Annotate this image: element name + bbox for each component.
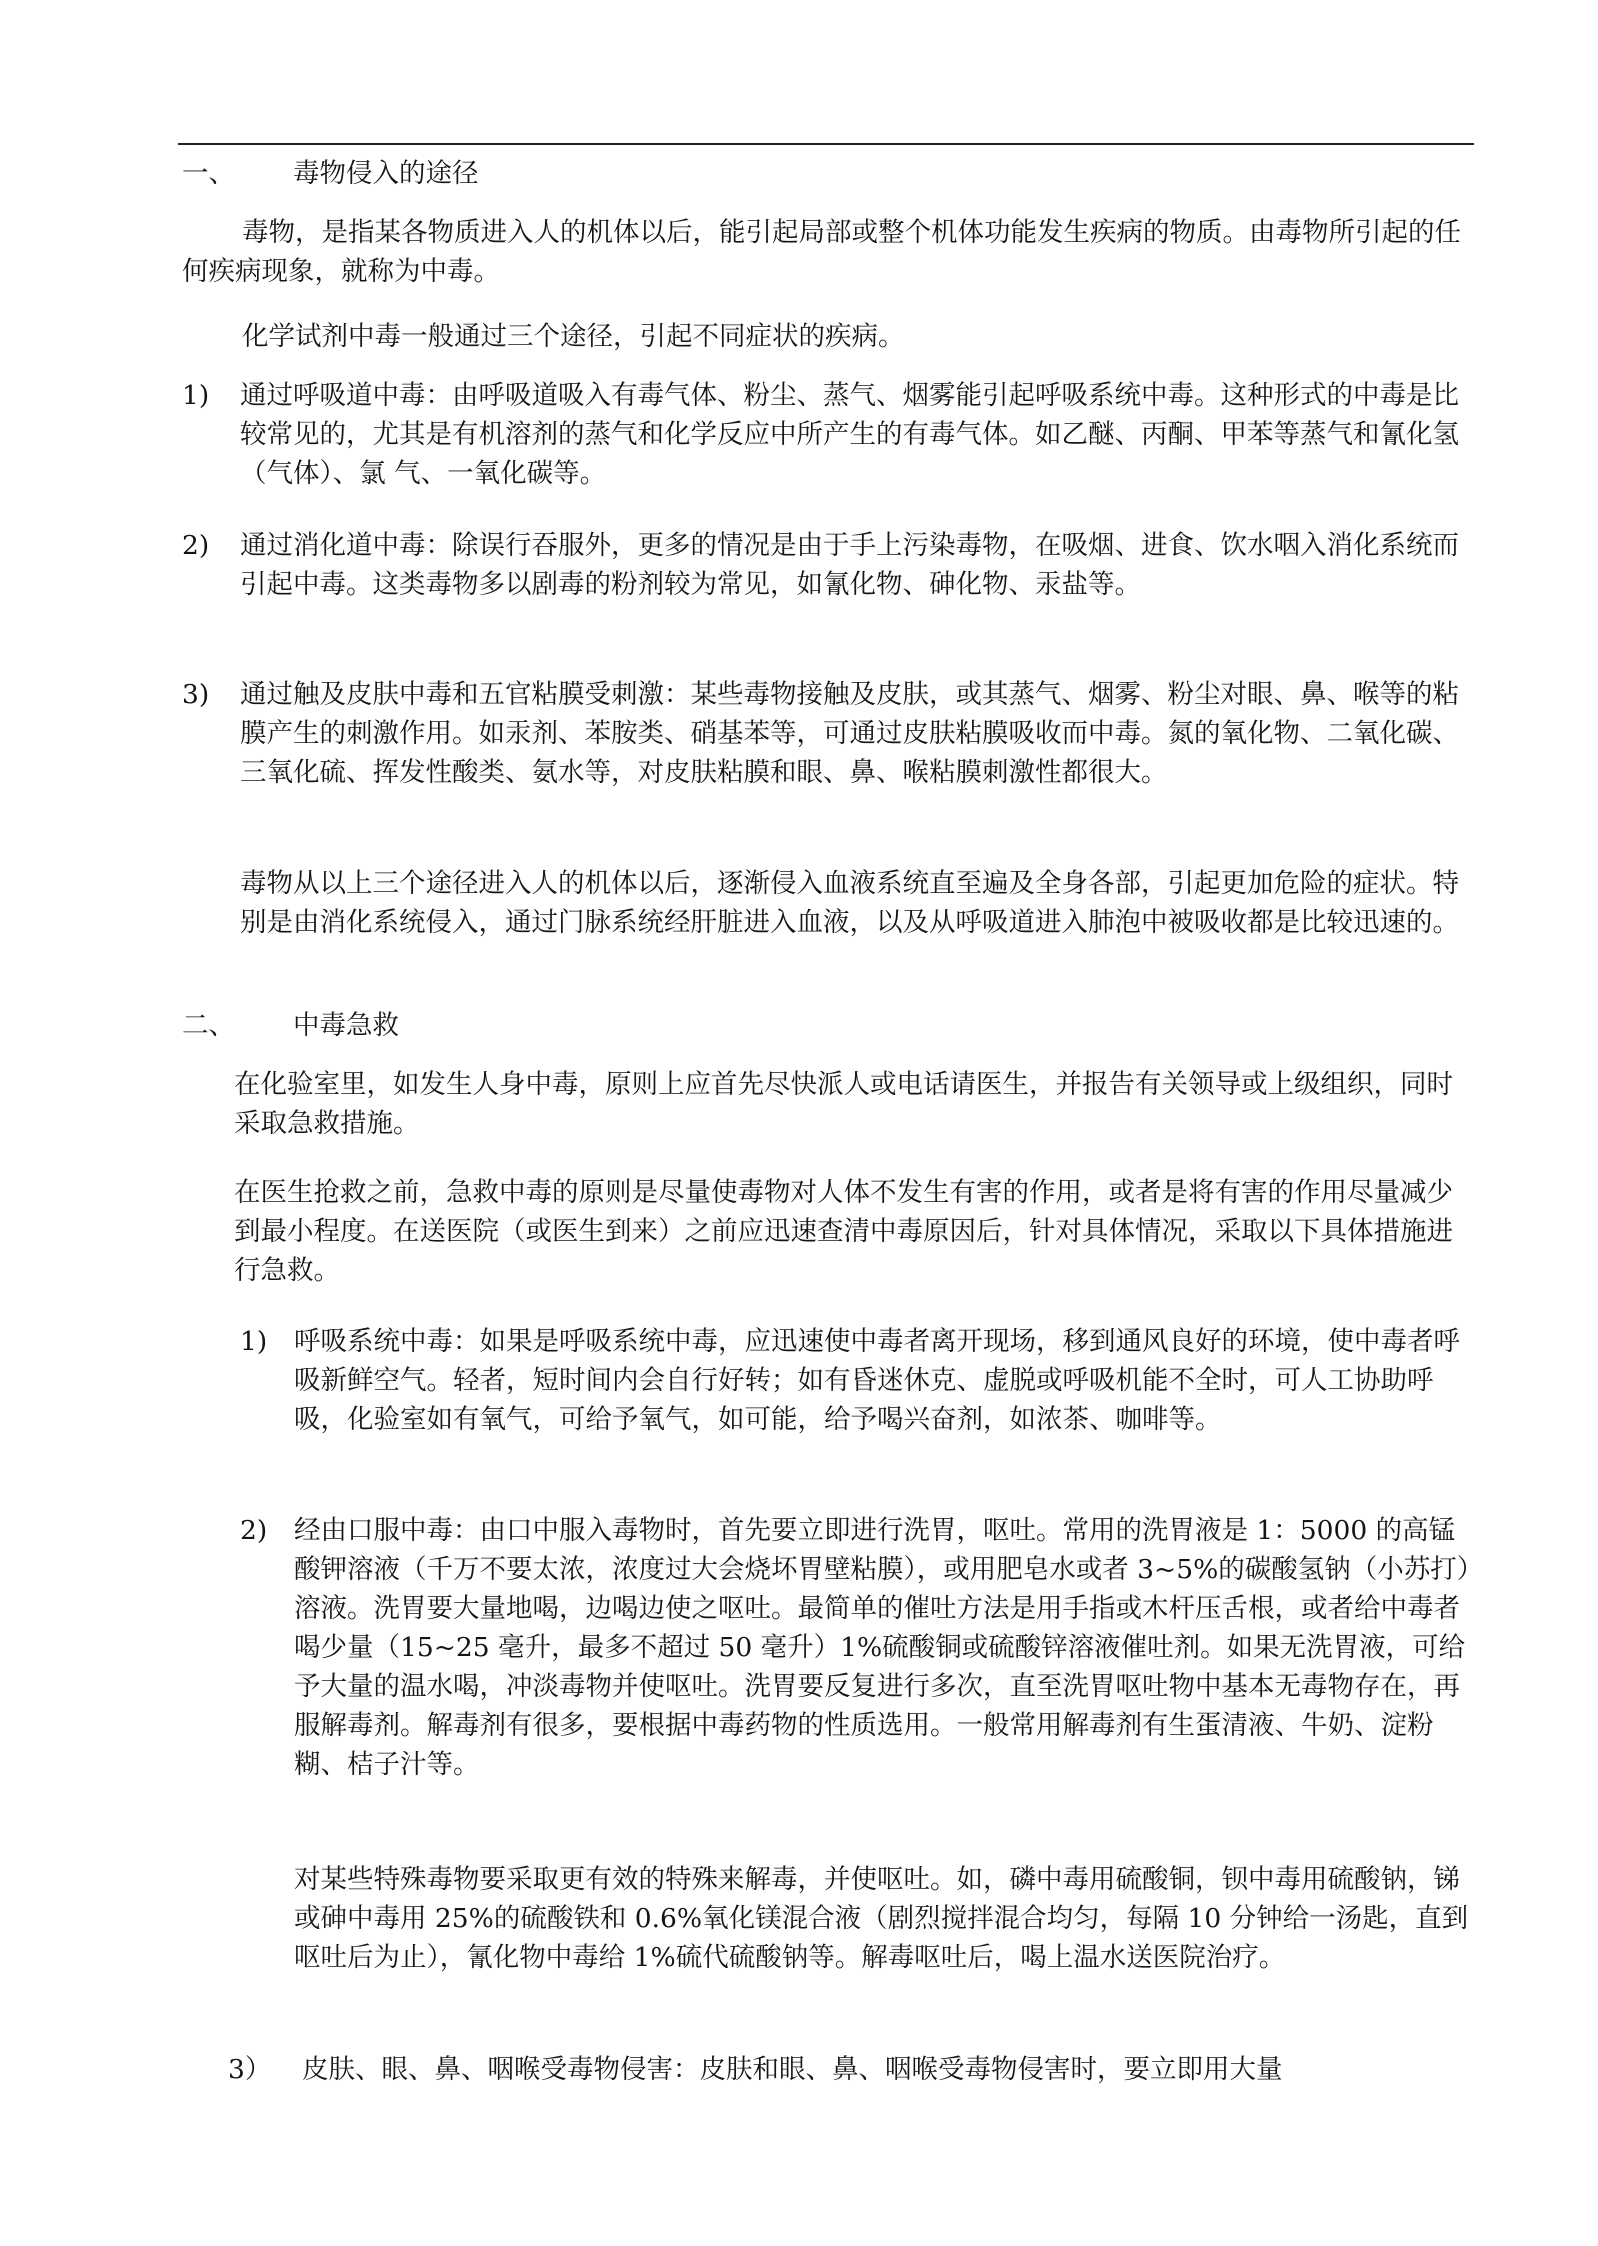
routes-intro-paragraph: 化学试剂中毒一般通过三个途径，引起不同症状的疾病。 — [242, 321, 905, 352]
list-number: 2) — [182, 530, 210, 561]
list-item-emergency-1 — [240, 1322, 1472, 1439]
list-item-emergency-3 — [228, 2050, 1472, 2089]
list-text: 通过呼吸道中毒：由呼吸道吸入有毒气体、粉尘、蒸气、烟雾能引起呼吸系统中毒。这种形式的中毒是比较常见的，尤其是有机溶剂的蒸气和化学反应中所产生的有毒气体。如乙醚、丙酮、甲苯等蒸气和氰化氢（气体）、氯 气、一氧化碳等。 — [240, 380, 1459, 489]
list-number: 1) — [182, 380, 210, 411]
section-title: 中毒急救 — [293, 1010, 399, 1041]
summary-paragraph: 毒物从以上三个途径进入人的机体以后，逐渐侵入血液系统直至遍及全身各部，引起更加危险的症状。特别是由消化系统侵入，通过门脉系统经肝脏进入血液，以及从呼吸道进入肺泡中被吸收都是比较迅速的。 — [240, 868, 1459, 938]
list-number: 3) — [182, 679, 210, 710]
list-item-route-3 — [182, 675, 1472, 792]
emergency-paragraph-1: 在化验室里，如发生人身中毒，原则上应首先尽快派人或电话请医生，并报告有关领导或上级组织，同时采取急救措施。 — [234, 1069, 1453, 1139]
header-rule — [178, 143, 1474, 145]
list-item-route-2 — [182, 526, 1472, 604]
section-number: 一、 — [182, 158, 235, 189]
list-item-emergency-2 — [240, 1511, 1472, 1784]
list-text: 对某些特殊毒物要采取更有效的特殊来解毒，并使呕吐。如，磷中毒用硫酸铜，钡中毒用硫酸钠，锑或砷中毒用 25%的硫酸铁和 0.6%氧化镁混合液（剧烈搅拌混合均匀，每隔 10 分钟给一汤匙，直到呕吐后为止），氰化物中毒给 1%硫代硫酸钠等。解毒呕吐后，喝上温水送医院治疗。 — [294, 1864, 1469, 1973]
section-heading-1 — [182, 154, 1472, 193]
list-text: 经由口服中毒：由口中服入毒物时，首先要立即进行洗胃，呕吐。常用的洗胃液是 1：5000 的高锰酸钾溶液（千万不要太浓，浓度过大会烧坏胃壁粘膜），或用肥皂水或者 3~5%的碳酸氢钠（小苏打）溶液。洗胃要大量地喝，边喝边使之呕吐。最简单的催吐方法是用手指或木杆压舌根，或者给中毒者喝少量（15~25 毫升，最多不超过 50 毫升）1%硫酸铜或硫酸锌溶液催吐剂。如果无洗胃液，可给予大量的温水喝，冲淡毒物并使呕吐。洗胃要反复进行多次，直至洗胃呕吐物中基本无毒物存在，再服解毒剂。解毒剂有很多，要根据中毒药物的性质选用。一般常用解毒剂有生蛋清液、牛奶、淀粉糊、桔子汁等。 — [294, 1515, 1471, 1780]
list-text: 皮肤、眼、鼻、咽喉受毒物侵害：皮肤和眼、鼻、咽喉受毒物侵害时，要立即用大量 — [302, 2054, 1283, 2085]
list-item-emergency-2-continued — [240, 1860, 1472, 1977]
emergency-paragraph-2: 在医生抢救之前，急救中毒的原则是尽量使毒物对人体不发生有害的作用，或者是将有害的作用尽量减少到最小程度。在送医院（或医生到来）之前应迅速查清中毒原因后，针对具体情况，采取以下具体措施进行急救。 — [234, 1177, 1453, 1286]
intro-paragraph: 毒物，是指某各物质进入人的机体以后，能引起局部或整个机体功能发生疾病的物质。由毒物所引起的任何疾病现象，就称为中毒。 — [182, 217, 1461, 287]
section-title: 毒物侵入的途径 — [293, 158, 479, 189]
list-number: 3） — [228, 2054, 272, 2085]
list-text: 通过触及皮肤中毒和五官粘膜受刺激：某些毒物接触及皮肤，或其蒸气、烟雾、粉尘对眼、鼻、喉等的粘膜产生的刺激作用。如汞剂、苯胺类、硝基苯等，可通过皮肤粘膜吸收而中毒。氮的氧化物、二氧化碳、三氧化硫、挥发性酸类、氨水等，对皮肤粘膜和眼、鼻、喉粘膜刺激性都很大。 — [240, 679, 1459, 788]
list-number: 2) — [240, 1515, 268, 1546]
list-number: 1) — [240, 1326, 268, 1357]
section-number: 二、 — [182, 1010, 235, 1041]
list-item-route-1 — [182, 376, 1472, 493]
list-text: 呼吸系统中毒：如果是呼吸系统中毒，应迅速使中毒者离开现场，移到通风良好的环境，使中毒者呼吸新鲜空气。轻者，短时间内会自行好转；如有昏迷休克、虚脱或呼吸机能不全时，可人工协助呼吸，化验室如有氧气，可给予氧气，如可能，给予喝兴奋剂，如浓茶、咖啡等。 — [294, 1326, 1460, 1435]
list-text: 通过消化道中毒：除误行吞服外，更多的情况是由于手上污染毒物，在吸烟、进食、饮水咽入消化系统而引起中毒。这类毒物多以剧毒的粉剂较为常见，如氰化物、砷化物、汞盐等。 — [240, 530, 1459, 600]
section-heading-2 — [182, 1006, 1472, 1045]
